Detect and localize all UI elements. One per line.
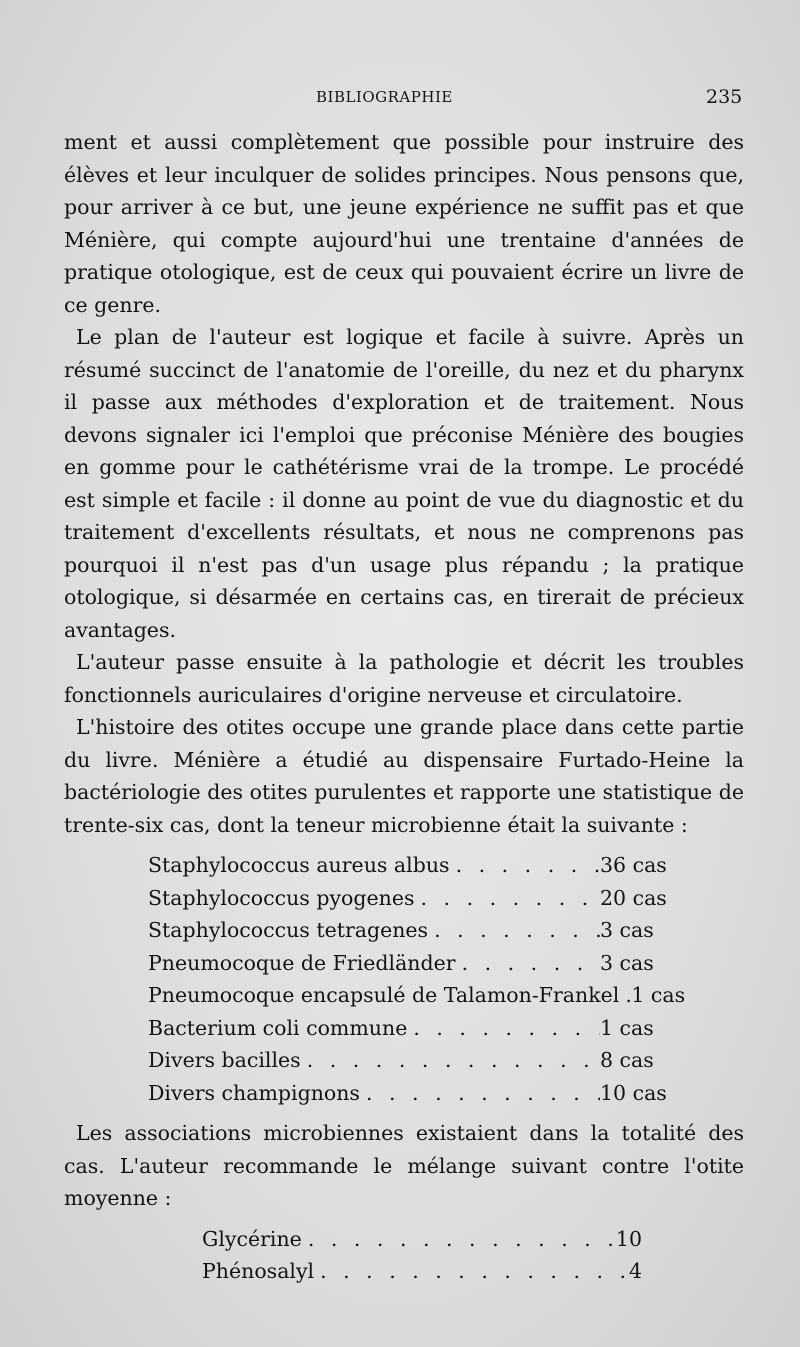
case-count: 8 cas <box>600 1048 654 1072</box>
list-item <box>148 1044 680 1077</box>
body-text <box>64 126 744 1288</box>
list-item <box>148 882 680 915</box>
recipe-item <box>202 1223 642 1256</box>
leader-dots <box>428 914 600 947</box>
case-count: 3 cas <box>600 950 654 975</box>
case-count: 20 cas <box>600 885 667 910</box>
ingredient-name: Glycérine <box>202 1226 302 1251</box>
leader-dots <box>415 882 601 915</box>
ingredient-qty: 4 <box>628 1259 642 1283</box>
paragraph: Le plan de l'auteur est logique et facile à suivre. Après un résumé succinct de l'anatomie de l'oreille, du nez et du pharynx il passe aux méthodes d'exploration et de traitement. Nous devons signaler ici l'emploi que préconise Ménière des bougies en gomme pour le cathétérisme vrai de la trompe. Le procédé est simple et facile : il donne au point de vue du diagnostic et du traitement d'excellents résultats, et nous ne comprenons pas pourquoi il n'est pas d'un usage plus répandu ; la pratique otologique, si désarmée en certains cas, en tirerait de précieux avantages. <box>64 325 744 642</box>
microbe-name: Bacterium coli commune <box>148 1015 408 1040</box>
paragraph: Les associations microbiennes existaient dans la totalité des cas. L'auteur recommande le mélange suivant contre l'otite moyenne : <box>64 1121 744 1210</box>
recipe-list <box>202 1223 642 1288</box>
list-item <box>148 849 680 882</box>
running-title: BIBLIOGRAPHIE <box>316 88 453 106</box>
microbe-name: Staphylococcus pyogenes <box>148 885 415 910</box>
ingredient-name: Phénosalyl <box>202 1259 315 1283</box>
leader-dots <box>314 1255 629 1288</box>
leader-dots <box>360 1077 600 1110</box>
recipe-item <box>202 1255 642 1288</box>
case-count: 10 cas <box>600 1080 667 1105</box>
microbe-name: Staphylococcus tetragenes <box>148 918 429 942</box>
leader-dots <box>301 1044 600 1077</box>
leader-dots <box>450 849 600 882</box>
list-item <box>148 947 680 980</box>
page-header <box>0 86 800 112</box>
leader-dots <box>407 1012 600 1045</box>
case-count: 1 cas <box>600 1015 654 1040</box>
leader-dots <box>456 947 600 980</box>
ingredient-qty: 10 <box>615 1226 642 1251</box>
list-item <box>148 1077 680 1110</box>
case-count: 36 cas <box>600 853 667 877</box>
paragraph: ment et aussi complètement que possible pour instruire des élèves et leur inculquer de solides principes. Nous pensons que, pour arriver à ce but, une jeune expérience ne suffit pas et que Ménière, qui compte aujourd'hui une trentaine d'années de pratique otologique, est de ceux qui pouvaient écrire un livre de ce genre. <box>64 130 744 317</box>
list-item <box>148 914 680 947</box>
microbe-name: Pneumocoque de Friedländer <box>148 950 456 975</box>
paragraph: L'histoire des otites occupe une grande place dans cette partie du livre. Ménière a étudié au dispensaire Furtado-Heine la bactériologie des otites purulentes et rapporte une statistique de trente-six cas, dont la teneur microbienne était la suivante : <box>64 715 744 837</box>
microbe-list <box>148 849 686 1109</box>
paragraph: L'auteur passe ensuite à la pathologie et décrit les troubles fonctionnels auriculaires d'origine nerveuse et circulatoire. <box>64 650 744 707</box>
microbe-name: Divers bacilles <box>148 1048 301 1072</box>
leader-dots <box>302 1223 616 1256</box>
page-number: 235 <box>706 86 743 108</box>
microbe-name: Divers champignons <box>148 1080 360 1105</box>
microbe-name: Pneumocoque encapsulé de Talamon-Frankel <box>148 983 620 1007</box>
microbe-name: Staphylococcus aureus albus <box>148 853 450 877</box>
list-item <box>148 979 686 1012</box>
list-item <box>148 1012 680 1045</box>
case-count: 3 cas <box>600 918 654 942</box>
case-count: 1 cas <box>631 983 686 1007</box>
leader-dots <box>619 979 631 1012</box>
